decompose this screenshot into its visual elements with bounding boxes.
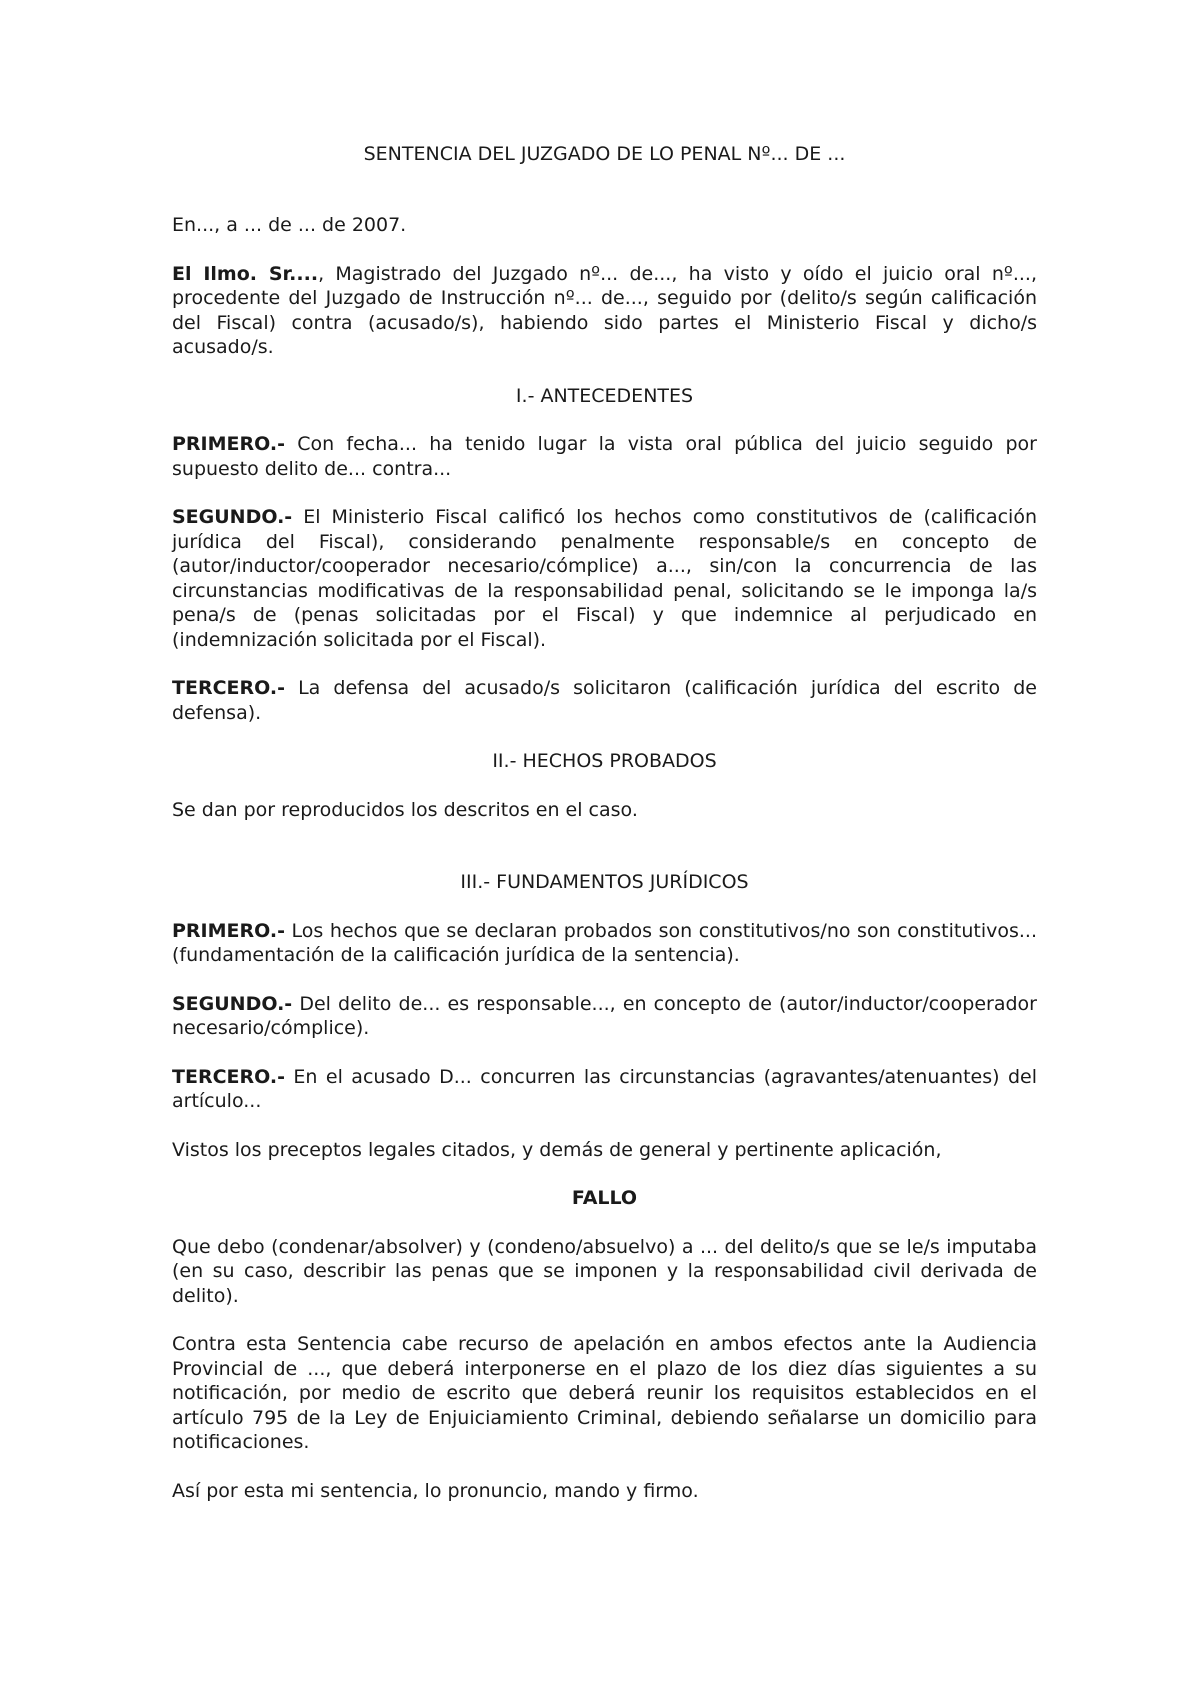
document-page (172, 142, 1037, 1503)
fundamentos-primero-label: PRIMERO.- (172, 919, 285, 942)
fundamentos-primero-text: Los hechos que se declaran probados son constitutivos/no son constitutivos... (fundamentación de la calificación jurídica de la sentencia). (172, 919, 1037, 966)
fundamentos-heading: III.- FUNDAMENTOS JURÍDICOS (460, 871, 749, 893)
antecedentes-segundo (172, 505, 1037, 652)
antecedentes-segundo-label: SEGUNDO.- (172, 506, 293, 528)
fallo-paragraph-1: Que debo (condenar/absolver) y (condeno/absuelvo) a ... del delito/s que se le/s imputaba (en su caso, describir las penas que se imponen y la responsabilidad civil derivada de delito). (172, 1235, 1037, 1307)
intro-label: El Ilmo. Sr.... (172, 262, 319, 285)
antecedentes-tercero-label: TERCERO.- (172, 677, 285, 699)
antecedentes-primero (172, 432, 1037, 481)
antecedentes-primero-text: Con fecha... ha tenido lugar la vista oral pública del juicio seguido por supuesto delito de... contra... (172, 433, 1037, 480)
fundamentos-tercero (172, 1065, 1037, 1114)
date-line: En..., a ... de ... de 2007. (172, 214, 407, 236)
fallo-paragraph-2: Contra esta Sentencia cabe recurso de apelación en ambos efectos ante la Audiencia Provincial de ..., que deberá interponerse en el plazo de los diez días siguientes a su notificación, por medio de escrito que deberá reunir los requisitos establecidos en el artículo 795 de la Ley de Enjuiciamiento Criminal, debiendo señalarse un domicilio para notificaciones. (172, 1333, 1037, 1453)
fundamentos-tercero-label: TERCERO.- (172, 1065, 285, 1088)
antecedentes-segundo-text: El Ministerio Fiscal calificó los hechos como constitutivos de (calificación jurídica del Fiscal), considerando penalmente responsable/s en concepto de (autor/inductor/cooperador necesario/cómplice) a..., sin/con la concurrencia de las circunstancias modificativas de la responsabilidad penal, solicitando se le imponga la/s pena/s de (penas solicitadas por el Fiscal) y que indemnice al perjudicado en (indemnización solicitada por el Fiscal). (172, 506, 1037, 651)
fundamentos-primero (172, 919, 1037, 968)
hechos-text: Se dan por reproducidos los descritos en el caso. (172, 798, 638, 821)
antecedentes-tercero-text: La defensa del acusado/s solicitaron (calificación jurídica del escrito de defensa). (172, 677, 1037, 724)
intro-paragraph (172, 262, 1037, 360)
antecedentes-tercero (172, 676, 1037, 725)
antecedentes-heading: I.- ANTECEDENTES (515, 384, 694, 407)
document-title: SENTENCIA DEL JUZGADO DE LO PENAL Nº... DE ... (363, 143, 846, 165)
fundamentos-tercero-text: En el acusado D... concurren las circunstancias (agravantes/atenuantes) del artículo... (172, 1065, 1037, 1112)
fundamentos-segundo-text: Del delito de... es responsable..., en concepto de (autor/inductor/cooperador necesario/cómplice). (172, 992, 1037, 1039)
intro-text: , Magistrado del Juzgado nº... de..., ha visto y oído el juicio oral nº..., procedente del Juzgado de Instrucción nº... de..., seguido por (delito/s según calificación del Fiscal) contra (acusado/s), habiendo sido partes el Ministerio Fiscal y dicho/s acusado/s. (172, 262, 1037, 358)
fallo-paragraph-3: Así por esta mi sentencia, lo pronuncio, mando y firmo. (172, 1479, 699, 1502)
fallo-heading: FALLO (571, 1187, 638, 1209)
hechos-heading: II.- HECHOS PROBADOS (492, 750, 717, 772)
antecedentes-primero-label: PRIMERO.- (172, 433, 285, 455)
fundamentos-segundo-label: SEGUNDO.- (172, 992, 293, 1015)
fundamentos-segundo (172, 992, 1037, 1041)
fundamentos-closing: Vistos los preceptos legales citados, y demás de general y pertinente aplicación, (172, 1138, 942, 1161)
